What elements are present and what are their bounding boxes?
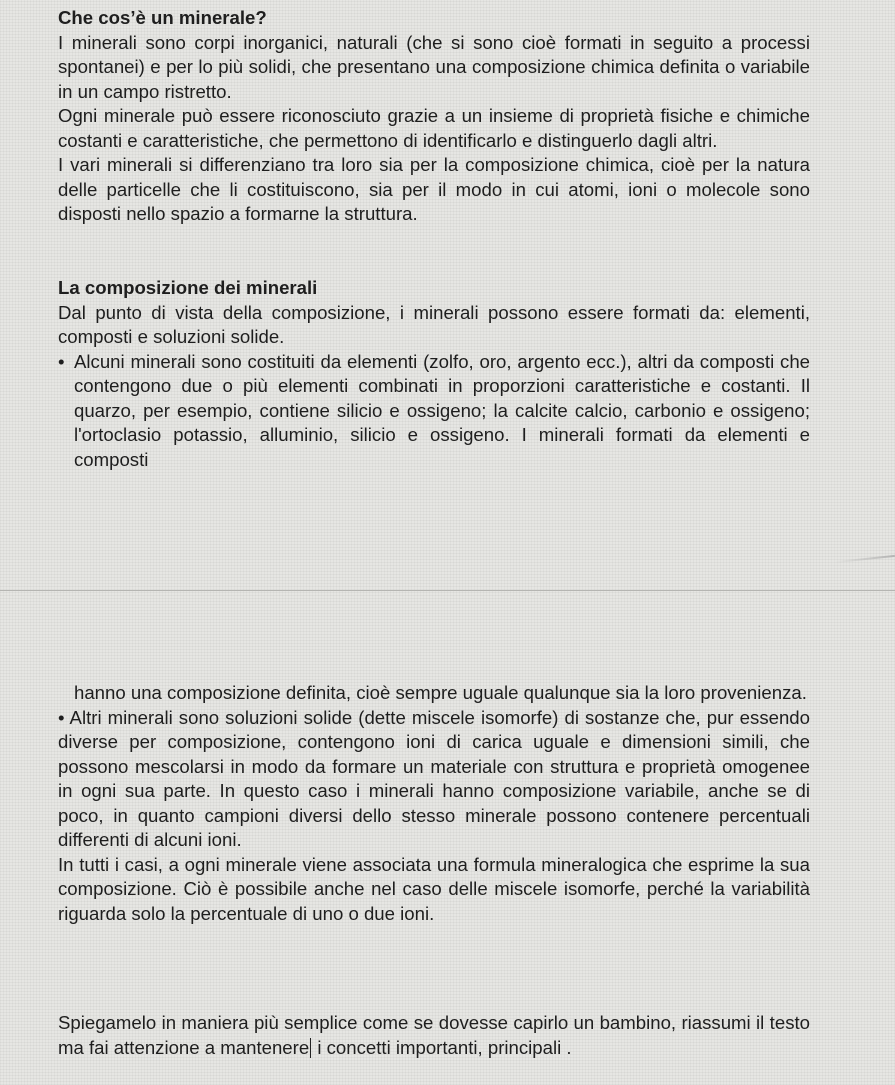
user-request	[58, 1011, 810, 1060]
paragraph-differences: I vari minerali si differenziano tra loro sia per la composizione chimica, cioè per la natura delle particelle che li costituiscono, sia per il modo in cui atomi, ioni o molecole sono disposti nello spazio a formarne la struttura.	[58, 154, 810, 224]
section-composition	[58, 276, 810, 472]
list-item-solid-solutions: • Altri minerali sono soluzioni solide (dette miscele isomorfe) di sostanze che, pur essendo diverse per composizione, contengono ioni di carica uguale e dimensioni simili, che possono mescolarsi in modo da formare un materiale con struttura e proprietà omogenee in ogni sua parte. In questo caso i minerali hanno composizione variabile, anche se di poco, in quanto campioni diversi dello stesso minerale possono contenere percentuali differenti di alcuni ioni.	[58, 706, 810, 850]
section-solid-solutions	[58, 681, 810, 926]
paragraph-mineralogical-formula: In tutti i casi, a ogni minerale viene associata una formula mineralogica che esprime la sua composizione. Ciò è possibile anche nel caso delle miscele isomorfe, perché la variabilità riguarda solo la percentuale di uno o due ioni.	[58, 853, 810, 924]
request-text	[58, 1011, 810, 1060]
heading-composition: La composizione dei minerali	[58, 277, 318, 298]
list-item-elements	[58, 350, 810, 473]
request-text-part1: Spiegamelo in maniera più semplice come se dovesse capirlo un bambino, riassumi il testo ma fai attenzione a mantenere	[58, 1012, 810, 1058]
request-text-part2: i concetti importanti, principali .	[312, 1036, 572, 1058]
paragraph-properties: Ogni minerale può essere riconosciuto grazie a un insieme di proprietà fisiche e chimiche costanti e caratteristiche, che permettono di identificarlo e distinguerlo dagli altri.	[58, 105, 810, 151]
photo-divider	[0, 590, 895, 591]
section-what-is-mineral	[58, 6, 810, 227]
paragraph-definition: I minerali sono corpi inorganici, naturali (che si sono cioè formati in seguito a processi spontanei) e per lo più solidi, che presentano una composizione chimica definita o variabile in un campo ristretto.	[58, 31, 810, 102]
list-item-elements-text: Alcuni minerali sono costituiti da elementi (zolfo, oro, argento ecc.), altri da composti che contengono due o più elementi combinati in proporzioni caratteristiche e costanti. Il quarzo, per esempio, contiene silicio e ossigeno; la calcite calcio, carbonio e ossigeno; l'ortoclasio potassio, alluminio, silicio e ossigeno. I minerali formati da elementi e composti	[74, 350, 810, 470]
heading-what-is-mineral: Che cos’è un minerale?	[58, 7, 267, 28]
page-edge-highlight	[835, 555, 895, 563]
bullet-icon: •	[58, 350, 65, 372]
paragraph-composition-intro: Dal punto di vista della composizione, i minerali possono essere formati da: elementi, composti e soluzioni solide.	[58, 301, 810, 347]
list-item-elements-continuation: hanno una composizione definita, cioè sempre uguale qualunque sia la loro provenienza.	[74, 682, 807, 703]
